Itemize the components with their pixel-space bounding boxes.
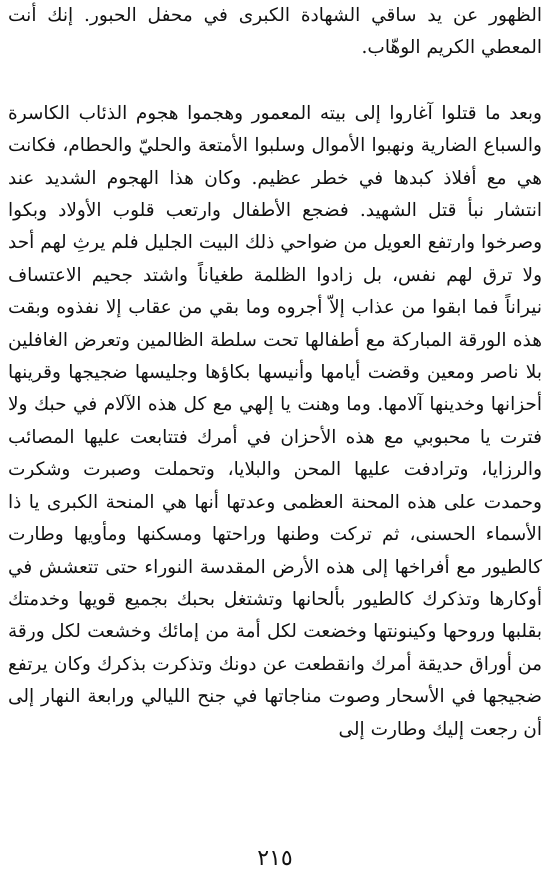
page-number: ٢١٥ [257, 846, 293, 871]
book-page [8, 0, 542, 886]
paragraph-main: وبعد ما قتلوا آغاروا إلى بيته المعمور وهجموا هجوم الذئاب الكاسرة والسباع الضارية ونهبوا الأموال وسلبوا الأمتعة والحليّ والحطام، فكانت هي مع أفلاذ كبدها في خطر عظيم. وكان هذا الهجوم الشديد عند انتشار نبأ قتل الشهيد. فضجع الأطفال وارتعب قلوب الأولاد وبكوا وصرخوا وارتفع العويل من ضواحي ذلك البيت الجليل فلم يرثِ لهم أحد ولا ترق لهم نفس، بل زادوا الظلمة طغياناً واشتد جحيم الاعتساف نيراناً فما ابقوا من عذاب إلاّ أجروه وما بقي من عقاب إلا نفذوه وبقت هذه الورقة المباركة مع أطفالها تحت سلطة الظالمين وتعرض الغافلين بلا ناصر ومعين وقضت أيامها وأنيسها بكاؤها وجليسها ضجيجها وقرينها أحزانها وخدينها آلامها. وما وهنت يا إلهي مع كل هذه الآلام في حبك ولا فترت يا محبوبي مع هذه الأحزان في أمرك فتتابعت عليها المصائب والرزايا، وترادفت عليها المحن والبلايا، وتحملت وصبرت وشكرت وحمدت على هذه المحنة العظمى وعدتها أنها هي المنحة الكبرى يا ذا الأسماء الحسنى، ثم تركت وطنها وراحتها ومسكنها ومأويها وطارت كالطيور مع أفراخها إلى هذه الأرض المقدسة النوراء حتى تتعشش في أوكارها وتذكرك كالطيور بألحانها وتشتغل بحبك بجميع قويها وخدمتك بقلبها وروحها وكينونتها وخضعت لكل أمة من إمائك وخشعت لكل ورقة من أوراق حديقة أمرك وانقطعت عن دونك وتذكرت بذكرك وكان يرتفع ضجيجها في الأسحار وصوت مناجاتها في جنح الليالي ورابعة النهار إلى أن رجعت إليك وطارت إلى [8, 102, 542, 740]
paragraph-continuation: الظهور عن يد ساقي الشهادة الكبرى في محفل الحبور. إنك أنت المعطي الكريم الوهّاب. [8, 5, 542, 59]
